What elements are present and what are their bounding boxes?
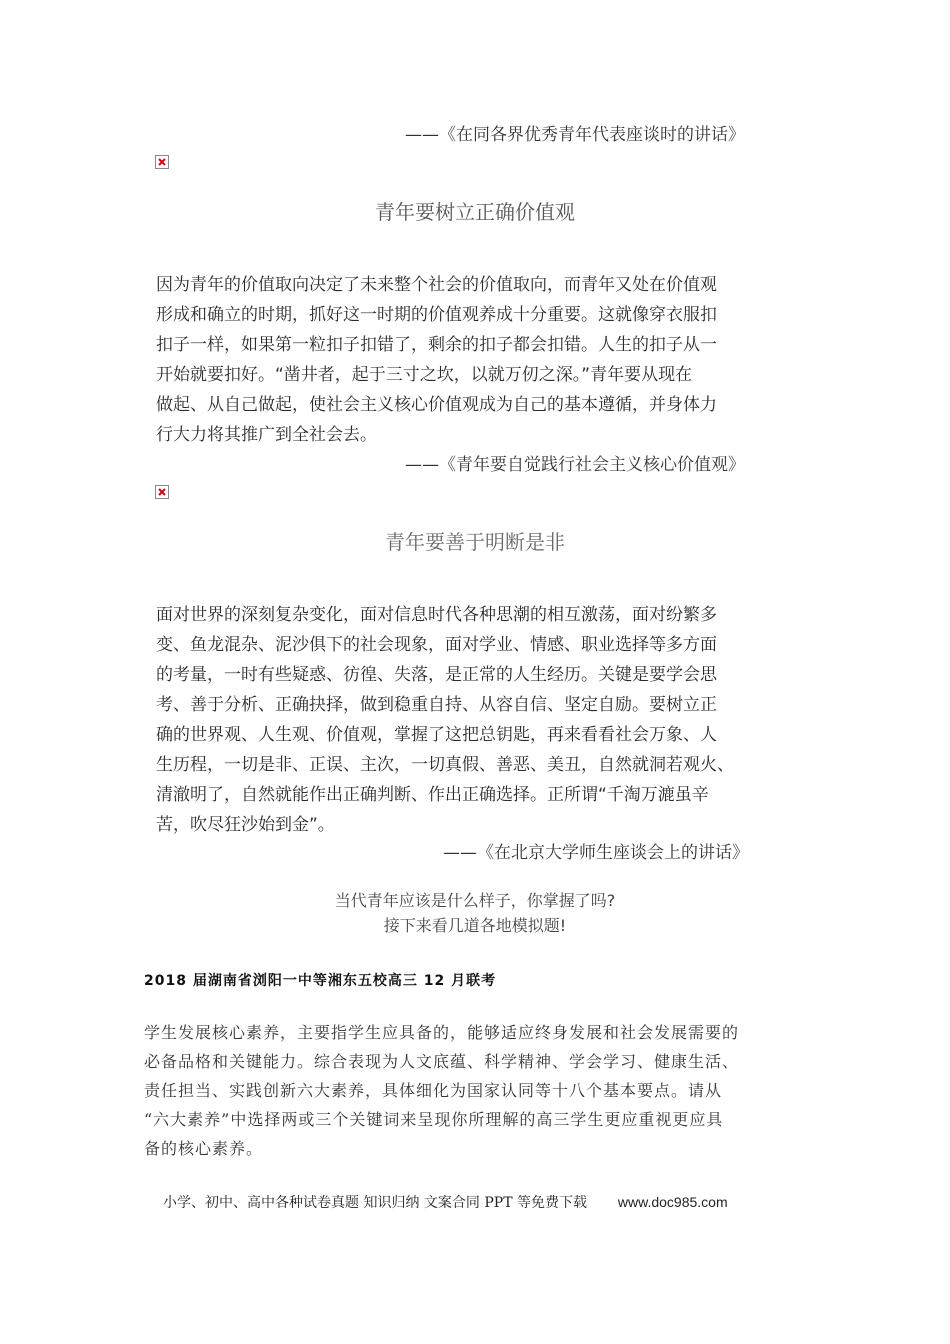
paragraph-line: 因为青年的价值取向决定了未来整个社会的价值取向，而青年又处在价值观 (156, 275, 717, 295)
paragraph-line: 面对世界的深刻复杂变化，面对信息时代各种思潮的相互激荡，面对纷繁多 (156, 605, 717, 625)
paragraph-line: 行大力将其推广到全社会去。 (156, 425, 377, 445)
paragraph-line: 确的世界观、人生观、价值观，掌握了这把总钥匙，再来看看社会万象、人 (156, 725, 717, 745)
paragraph-line: 苦，吹尽狂沙始到金”。 (156, 815, 335, 835)
paragraph-line: 变、鱼龙混杂、泥沙俱下的社会现象，面对学业、情感、职业选择等多方面 (156, 635, 717, 655)
source-citation: ——《在北京大学师生座谈会上的讲话》 (443, 843, 749, 863)
paragraph-line: 做起、从自己做起，使社会主义核心价值观成为自己的基本遵循，并身体力 (156, 395, 717, 415)
question-line: 必备品格和关键能力。综合表现为人文底蕴、科学精神、学会学习、健康生活、 (144, 1052, 740, 1071)
question-line: 备的核心素养。 (144, 1139, 264, 1158)
section-heading: 青年要树立正确价值观 (375, 200, 575, 224)
page-footer (163, 1192, 728, 1212)
exam-question (144, 1018, 804, 1163)
source-citation: ——《在同各界优秀青年代表座谈时的讲话》 (405, 125, 745, 145)
broken-image-icon (155, 485, 169, 499)
paragraph-line: 形成和确立的时期，抓好这一时期的价值观养成十分重要。这就像穿衣服扣 (156, 305, 717, 325)
broken-image-icon (155, 155, 169, 169)
reader-prompt (0, 888, 950, 938)
paragraph-line: 考、善于分析、正确抉择，做到稳重自持、从容自信、坚定自励。要树立正 (156, 695, 717, 715)
footer-text: 小学、初中、高中各种试卷真题 知识归纳 文案合同 PPT 等免费下载 (163, 1195, 587, 1211)
prompt-line: 当代青年应该是什么样子，你掌握了吗? (334, 891, 616, 910)
paragraph-line: 生历程，一切是非、正误、主次，一切真假、善恶、美丑，自然就洞若观火、 (156, 755, 734, 775)
section-paragraph (156, 270, 806, 450)
paragraph-line: 扣子一样，如果第一粒扣子扣错了，剩余的扣子都会扣错。人生的扣子从一 (156, 335, 717, 355)
paragraph-line: 的考量，一时有些疑惑、彷徨、失落，是正常的人生经历。关键是要学会思 (156, 665, 717, 685)
footer-url-link[interactable]: www.doc985.com (617, 1194, 728, 1210)
section-heading: 青年要善于明断是非 (385, 530, 565, 554)
section-paragraph (156, 600, 806, 840)
prompt-line: 接下来看几道各地模拟题! (383, 916, 567, 935)
question-line: 学生发展核心素养，主要指学生应具备的，能够适应终身发展和社会发展需要的 (144, 1023, 740, 1042)
paragraph-line: 开始就要扣好。“凿井者，起于三寸之坎，以就万仞之深。”青年要从现在 (156, 365, 693, 385)
paragraph-line: 清澈明了，自然就能作出正确判断、作出正确选择。正所谓“千淘万漉虽辛 (156, 785, 709, 805)
question-line: 责任担当、实践创新六大素养，具体细化为国家认同等十八个基本要点。请从 (144, 1081, 723, 1100)
question-line: “六大素养”中选择两或三个关键词来呈现你所理解的高三学生更应重视更应具 (144, 1110, 724, 1129)
exam-title: 2018 届湖南省浏阳一中等湘东五校高三 12 月联考 (144, 973, 497, 989)
source-citation: ——《青年要自觉践行社会主义核心价值观》 (405, 455, 745, 475)
